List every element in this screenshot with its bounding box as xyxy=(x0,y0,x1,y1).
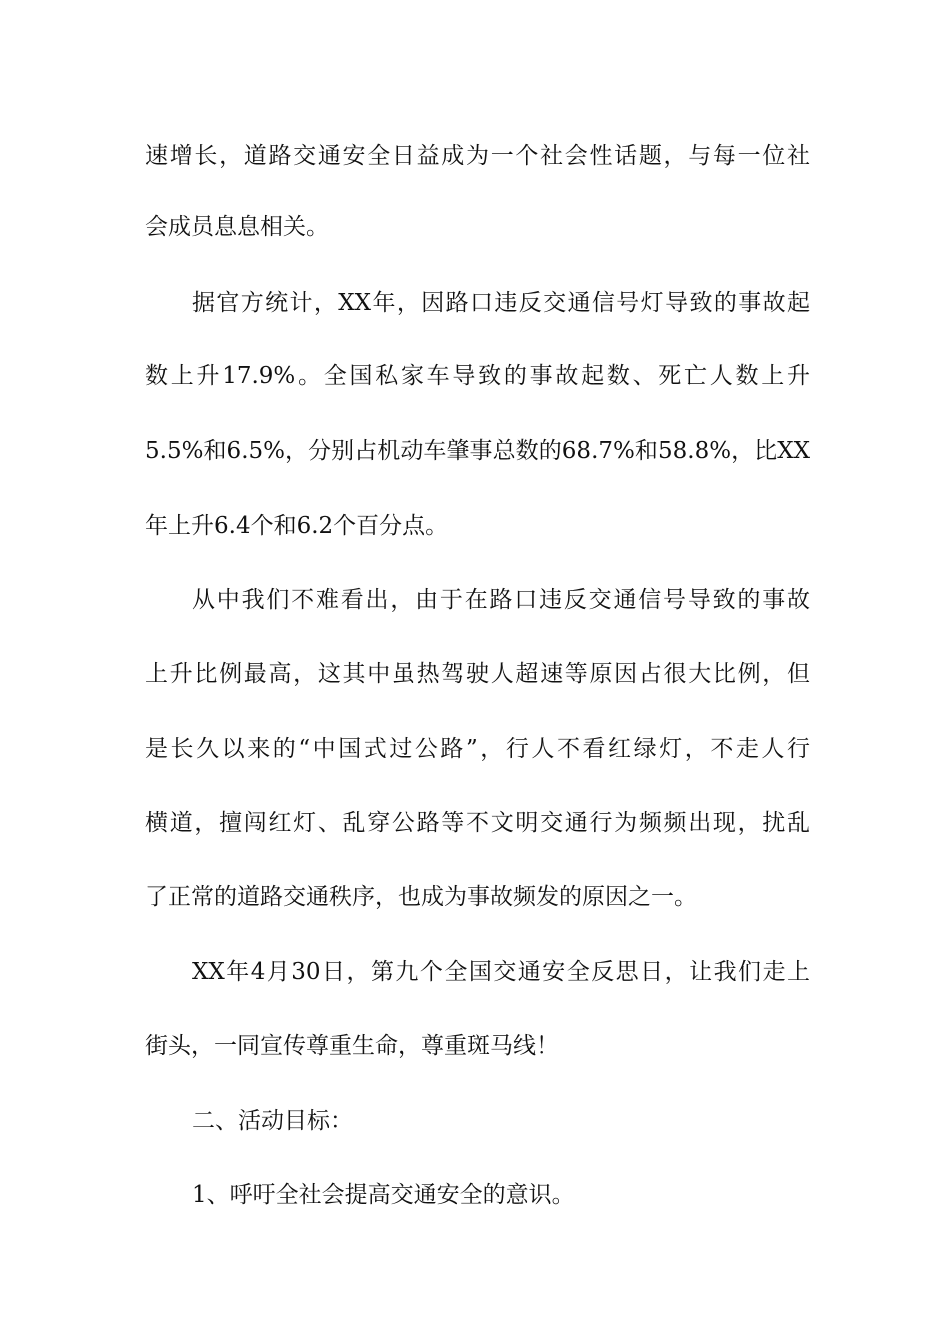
section-heading: 二、活动目标： xyxy=(192,1108,353,1134)
text-line: 从中我们不难看出，由于在路口违反交通信号导致的事故 xyxy=(192,587,810,613)
text-line: 是长久以来的“中国式过公路”，行人不看红绿灯，不走人行 xyxy=(145,736,810,762)
text-line: 年上升6.4个和6.2个百分点。 xyxy=(145,513,449,539)
list-item: 1、呼吁全社会提高交通安全的意识。 xyxy=(192,1182,575,1208)
text-line: 街头，一同宣传尊重生命，尊重斑马线！ xyxy=(145,1033,559,1059)
text-line: 5.5%和6.5%，分别占机动车肇事总数的68.7%和58.8%，比XX xyxy=(145,438,810,464)
text-line: 上升比例最高，这其中虽热驾驶人超速等原因占很大比例，但 xyxy=(145,661,810,687)
text-line: 数上升17.9%。全国私家车导致的事故起数、死亡人数上升 xyxy=(145,363,810,389)
text-line: XX年4月30日，第九个全国交通安全反思日，让我们走上 xyxy=(192,959,810,985)
text-line: 速增长，道路交通安全日益成为一个社会性话题，与每一位社 xyxy=(145,143,810,169)
text-line: 据官方统计，XX年，因路口违反交通信号灯导致的事故起 xyxy=(192,290,810,316)
text-line: 会成员息息相关。 xyxy=(145,214,329,240)
text-line: 了正常的道路交通秩序，也成为事故频发的原因之一。 xyxy=(145,884,697,910)
text-line: 横道，擅闯红灯、乱穿公路等不文明交通行为频频出现，扰乱 xyxy=(145,810,810,836)
